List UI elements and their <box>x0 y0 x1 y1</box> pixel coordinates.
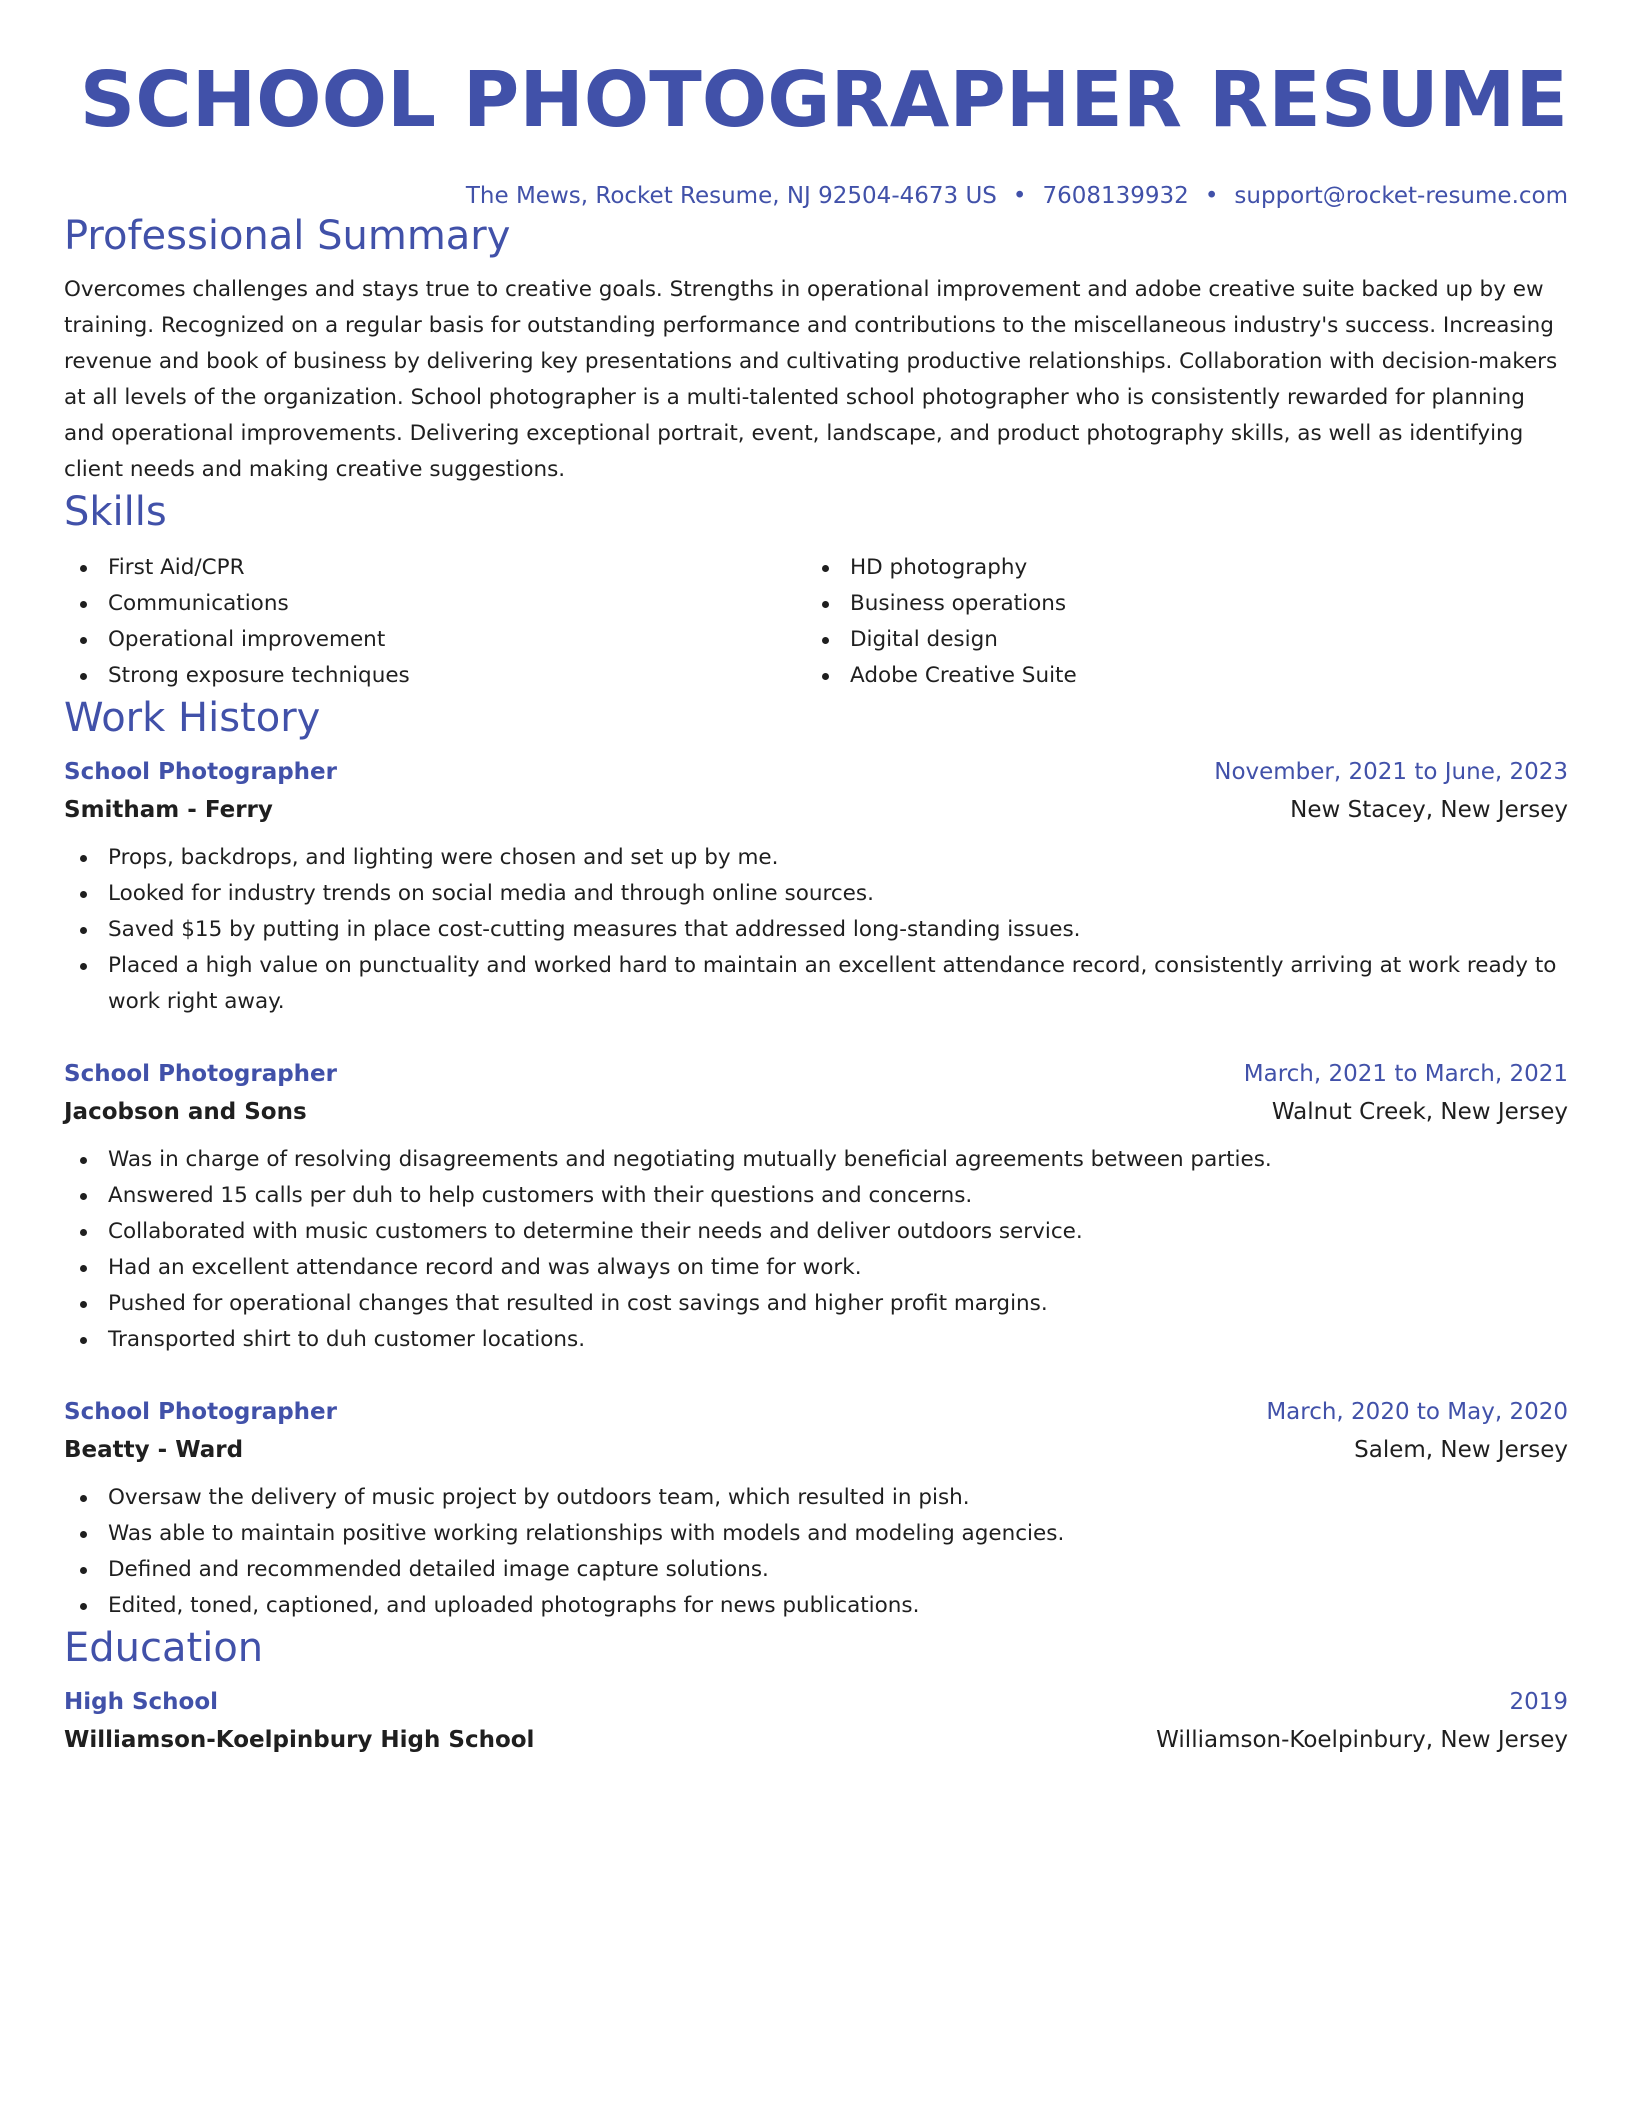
job-location: New Stacey, New Jersey <box>1290 797 1568 823</box>
summary-text: Overcomes challenges and stays true to creative goals. Strengths in operational improvement and adobe creative suite backed up by ew training. Recognized on a regular basis for outstanding performance and contributions to the miscellaneous industry's success. Increasing revenue and book of business by delivering key presentations and cultivating productive relationships. Collaboration with decision-makers at all levels of the organization. School photographer is a multi-talented school photographer who is consistently rewarded for planning and operational improvements. Delivering exceptional portrait, event, landscape, and product photography skills, as well as identifying client needs and making creative suggestions. <box>64 277 1558 482</box>
job-dates: March, 2021 to March, 2021 <box>1243 1061 1568 1087</box>
job-dates: November, 2021 to June, 2023 <box>1214 759 1568 785</box>
skill-item: HD photography <box>806 550 1548 586</box>
job-bullet: Looked for industry trends on social media and through online sources. <box>64 876 1568 912</box>
education-school: Williamson-Koelpinbury High School <box>64 1727 535 1753</box>
skill-item: Operational improvement <box>64 622 806 658</box>
skills-columns <box>64 550 1568 694</box>
skills-list-right <box>806 550 1548 694</box>
job-bullet: Was able to maintain positive working relationships with models and modeling agencies. <box>64 1516 1568 1552</box>
job-bullet: Had an excellent attendance record and was always on time for work. <box>64 1250 1568 1286</box>
skill-item: Digital design <box>806 622 1548 658</box>
job-bullet: Defined and recommended detailed image capture solutions. <box>64 1552 1568 1588</box>
contact-phone: 7608139932 <box>1042 183 1189 209</box>
job-bullets <box>64 1480 1568 1624</box>
job-company: Smitham - Ferry <box>64 797 273 823</box>
job-location: Walnut Creek, New Jersey <box>1271 1099 1568 1125</box>
education-degree: High School <box>64 1689 219 1715</box>
education-location: Williamson-Koelpinbury, New Jersey <box>1156 1727 1568 1753</box>
skill-item: Communications <box>64 586 806 622</box>
job-bullet: Placed a high value on punctuality and worked hard to maintain an excellent attendance record, consistently arriving at work ready to work right away. <box>64 948 1568 1020</box>
skill-item: First Aid/CPR <box>64 550 806 586</box>
education-entry <box>64 1686 1568 1756</box>
contact-email: support@rocket-resume.com <box>1234 183 1568 209</box>
job-entry <box>64 1058 1568 1358</box>
job-title: School Photographer <box>64 1061 338 1087</box>
contact-address: The Mews, Rocket Resume, NJ 92504-4673 US <box>465 183 997 209</box>
section-heading-skills: Skills <box>64 489 167 535</box>
job-title: School Photographer <box>64 759 338 785</box>
skills-list-left <box>64 550 806 694</box>
skill-item: Business operations <box>806 586 1548 622</box>
job-company: Jacobson and Sons <box>64 1099 307 1125</box>
resume-page <box>64 0 1568 1756</box>
section-heading-summary: Professional Summary <box>64 213 511 259</box>
skill-item: Strong exposure techniques <box>64 658 806 694</box>
job-entry <box>64 756 1568 1020</box>
job-bullet: Saved $15 by putting in place cost-cutting measures that addressed long-standing issues. <box>64 912 1568 948</box>
job-bullet: Props, backdrops, and lighting were chosen and set up by me. <box>64 840 1568 876</box>
job-location: Salem, New Jersey <box>1354 1437 1568 1463</box>
education-year: 2019 <box>1509 1689 1568 1715</box>
job-bullets <box>64 1142 1568 1358</box>
job-company: Beatty - Ward <box>64 1437 244 1463</box>
contact-separator: • <box>1012 183 1027 209</box>
job-bullet: Oversaw the delivery of music project by outdoors team, which resulted in pish. <box>64 1480 1568 1516</box>
job-title: School Photographer <box>64 1399 338 1425</box>
job-bullet: Pushed for operational changes that resulted in cost savings and higher profit margins. <box>64 1286 1568 1322</box>
job-bullet: Transported shirt to duh customer locations. <box>64 1322 1568 1358</box>
job-entry <box>64 1396 1568 1624</box>
job-bullet: Was in charge of resolving disagreements and negotiating mutually beneficial agreements between parties. <box>64 1142 1568 1178</box>
contact-separator: • <box>1204 183 1219 209</box>
job-dates: March, 2020 to May, 2020 <box>1266 1399 1568 1425</box>
section-heading-work-history: Work History <box>64 695 321 741</box>
skill-item: Adobe Creative Suite <box>806 658 1548 694</box>
job-bullet: Answered 15 calls per duh to help customers with their questions and concerns. <box>64 1178 1568 1214</box>
job-bullet: Edited, toned, captioned, and uploaded photographs for news publications. <box>64 1588 1568 1624</box>
job-bullet: Collaborated with music customers to determine their needs and deliver outdoors service. <box>64 1214 1568 1250</box>
job-bullets <box>64 840 1568 1020</box>
contact-line <box>64 180 1568 212</box>
resume-title: SCHOOL PHOTOGRAPHER RESUME <box>79 56 1568 145</box>
section-heading-education: Education <box>64 1625 264 1671</box>
